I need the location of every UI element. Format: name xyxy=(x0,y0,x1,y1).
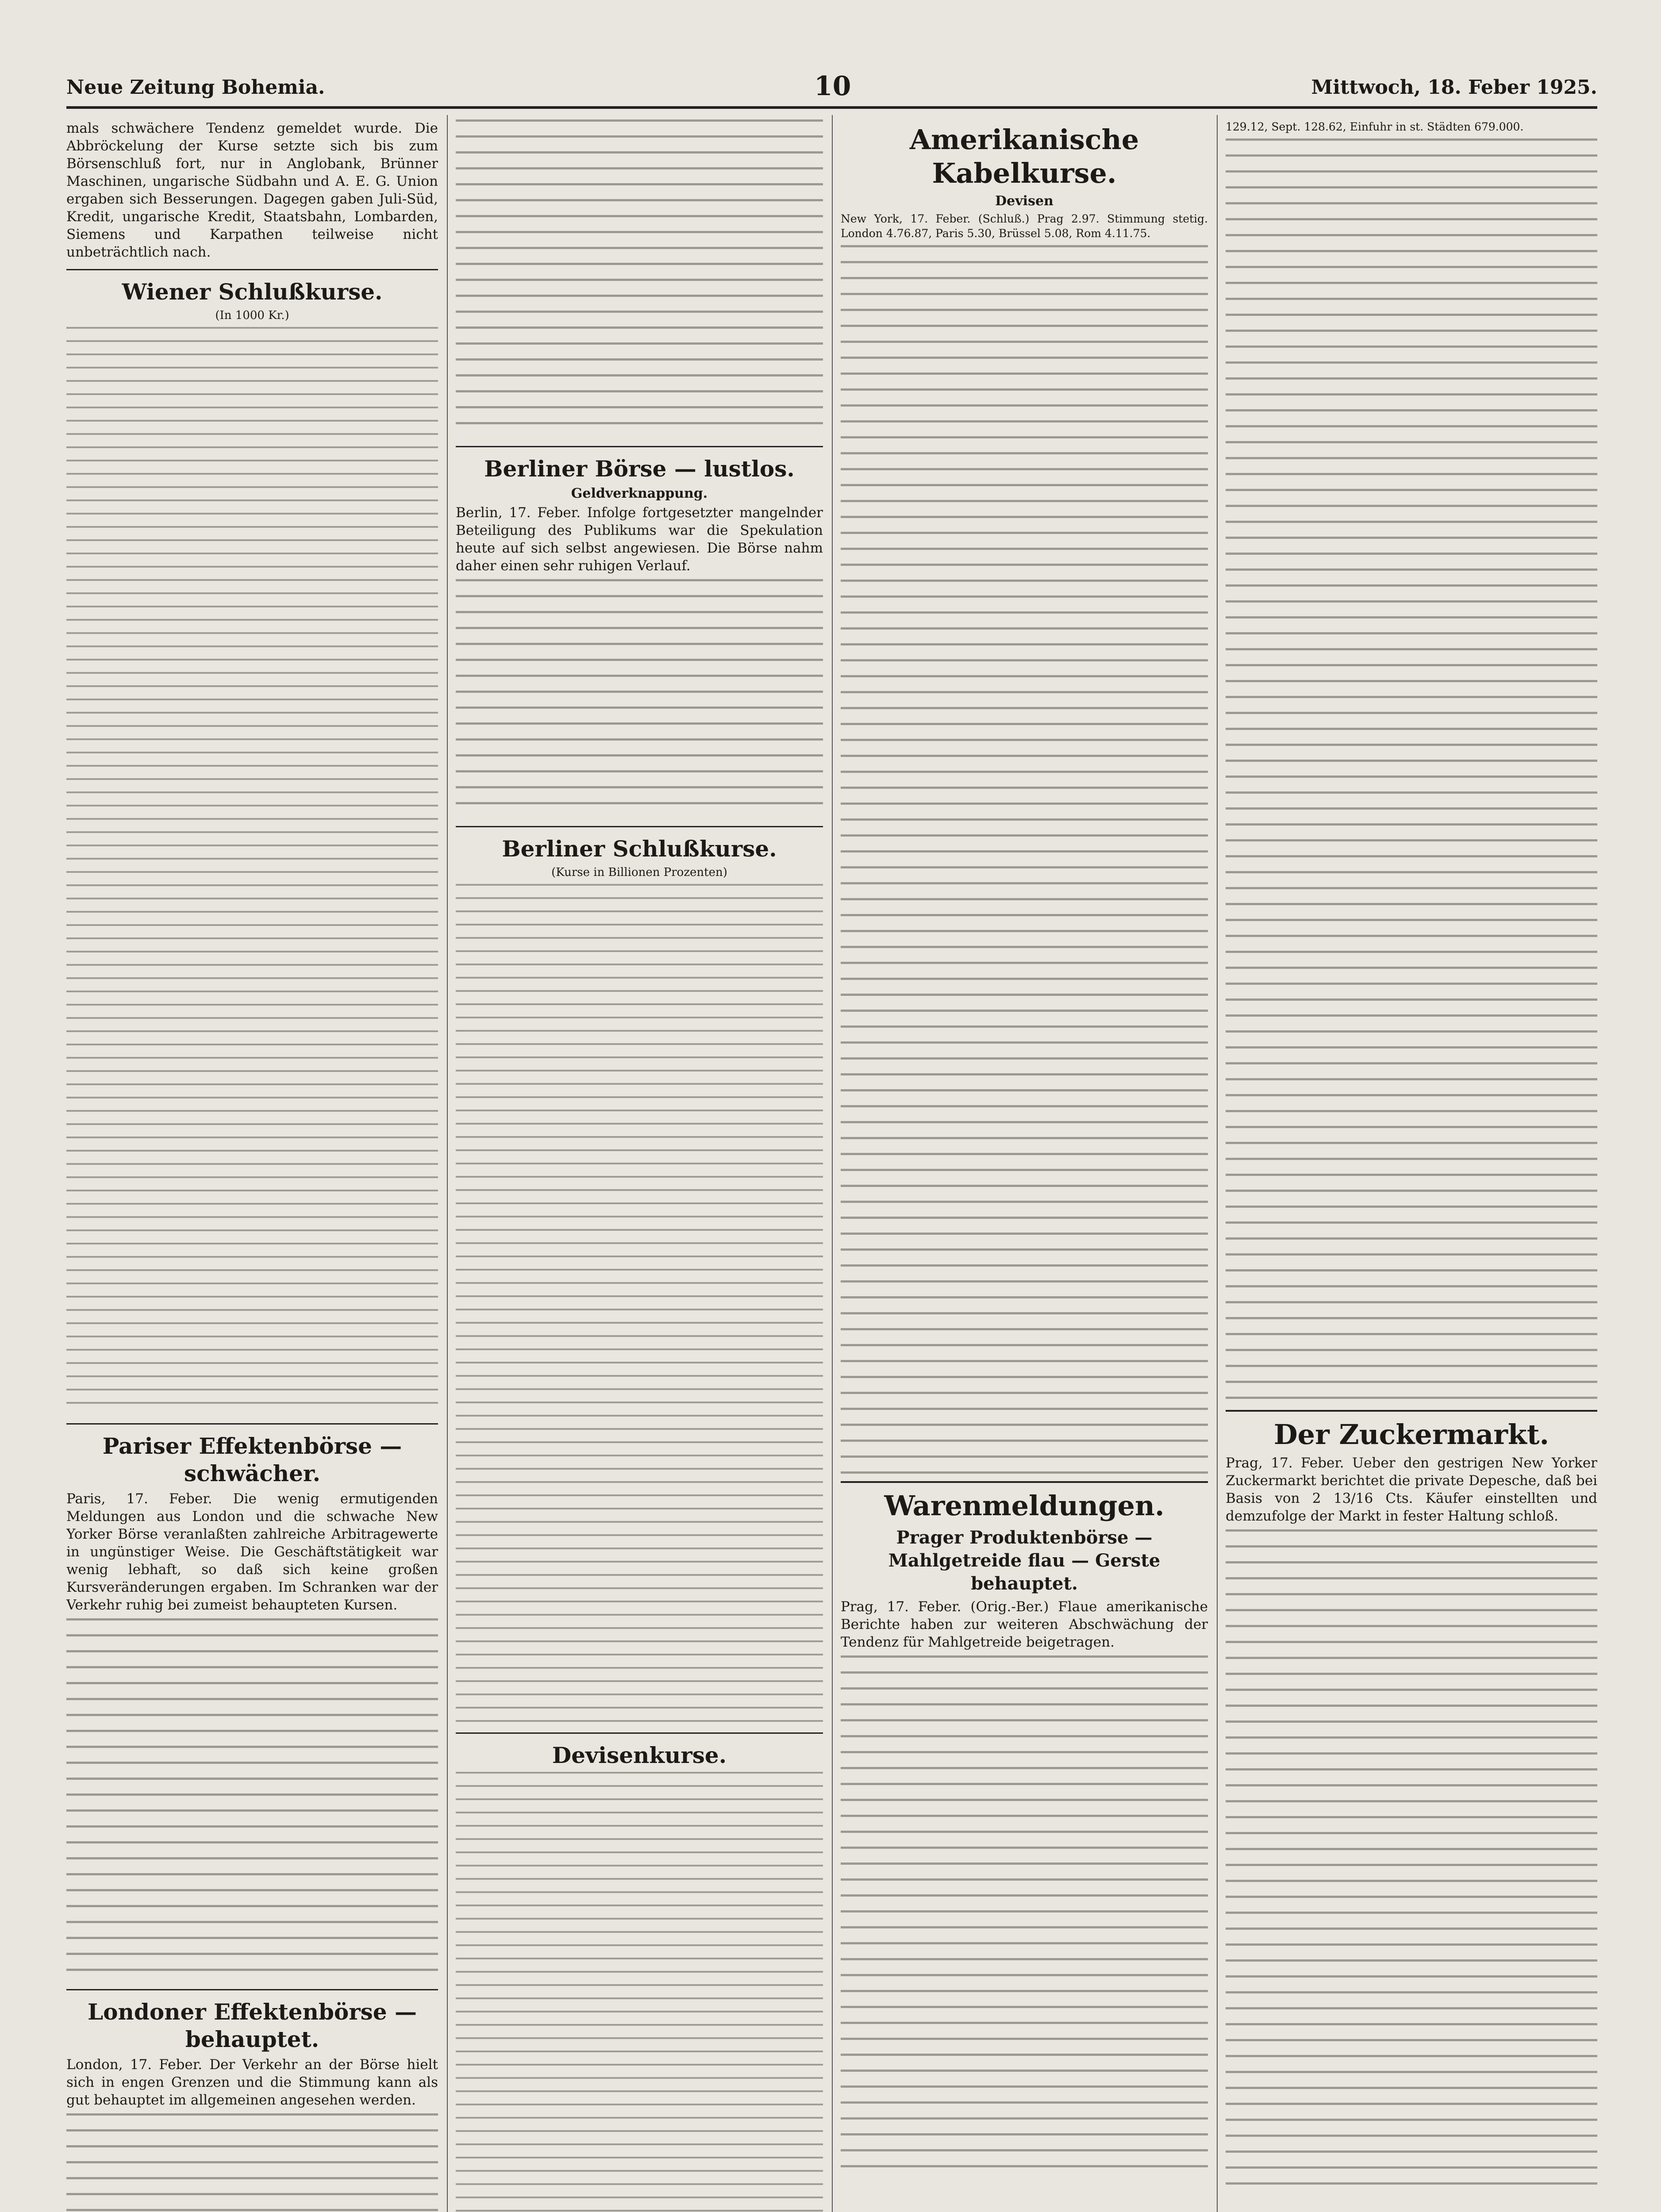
article-london-body xyxy=(66,2113,438,2212)
article-prager-lead: Prag, 17. Feber. (Orig.-Ber.) Flaue amerikanische Berichte haben zur weiteren Abschwächung der Tendenz für Mahlgetreide beigetragen. xyxy=(841,1599,1208,1650)
section-subheading: Devisen xyxy=(995,193,1054,209)
section-heading-amerikanische-kabelkurse: Amerikanische Kabelkurse. xyxy=(909,123,1139,189)
column-4 xyxy=(1226,119,1597,2212)
section-heading-pariser-effektenboerse: Pariser Effektenbörse — schwächer. xyxy=(102,1433,402,1486)
newspaper-page xyxy=(66,66,1597,2212)
column-3 xyxy=(841,119,1208,2212)
article-berlin-body xyxy=(456,579,823,818)
section-heading-berliner-boerse: Berliner Börse — lustlos. xyxy=(484,456,795,482)
masthead-title: Neue Zeitung Bohemia. xyxy=(66,76,325,99)
section-heading-prager-produktenboerse: Prager Produktenbörse — Mahlgetreide flau — Gerste behauptet. xyxy=(888,1527,1161,1594)
article-continuation-body xyxy=(456,119,823,438)
section-subheading: Geldverknappung. xyxy=(571,486,708,501)
unit-note: (Kurse in Billionen Prozenten) xyxy=(551,866,727,879)
issue-date: Mittwoch, 18. Feber 1925. xyxy=(1311,76,1597,99)
market-reports-body xyxy=(1226,138,1597,1404)
section-heading-londoner-effektenboerse: Londoner Effektenbörse — behauptet. xyxy=(88,1999,417,2052)
article-kabel-body xyxy=(841,245,1208,1475)
article-continuation: mals schwächere Tendenz gemeldet wurde. Die Abbröckelung der Kurse setzte sich bis zum Börsenschluß fort, nur in Anglobank, Brünner Maschinen, ungarische Südbahn und A. E. G. Union ergaben sich Besserungen. Dagegen gaben Juli-Süd, Kredit, ungarische Kredit, Staatsbahn, Lombarden, Siemens und Karpathen teilweise nicht unbeträchtlich nach. xyxy=(66,120,438,260)
article-paris-body xyxy=(66,1618,438,1981)
column-2 xyxy=(456,119,823,2212)
article-zucker-lead: Prag, 17. Feber. Ueber den gestrigen New Yorker Zuckermarkt berichtet die private Depesche, daß bei Basis von 2 13/16 Cts. Käufer einstellten und demzufolge der Markt in fester Haltung schloß. xyxy=(1226,1455,1597,1524)
section-rule xyxy=(66,269,438,270)
column-divider xyxy=(832,115,833,2212)
article-london-lead: London, 17. Feber. Der Verkehr an der Börse hielt sich in engen Grenzen und die Stimmung kann als gut behauptet im allgemeinen angesehen werden. xyxy=(66,2057,438,2108)
section-rule xyxy=(66,1989,438,1990)
section-rule xyxy=(456,826,823,827)
unit-note: (In 1000 Kr.) xyxy=(215,309,289,322)
article-continuation: 129.12, Sept. 128.62, Einfuhr in st. Städten 679.000. xyxy=(1226,120,1524,133)
section-heading-berliner-schlusskurse: Berliner Schlußkurse. xyxy=(502,836,777,862)
section-rule xyxy=(456,1732,823,1734)
article-zucker-body xyxy=(1226,1529,1597,2193)
stock-table-wien xyxy=(66,327,438,1415)
column-divider xyxy=(447,115,448,2212)
column-1 xyxy=(66,119,438,2212)
section-heading-warenmeldungen: Warenmeldungen. xyxy=(884,1490,1165,1522)
article-kabel-lead: New York, 17. Feber. (Schluß.) Prag 2.97. Stimmung stetig. London 4.76.87, Paris 5.30, Brüssel 5.08, Rom 4.11.75. xyxy=(841,212,1208,240)
section-rule xyxy=(841,1481,1208,1483)
page-number: 10 xyxy=(814,71,851,102)
section-heading-devisenkurse: Devisenkurse. xyxy=(552,1742,727,1768)
devisen-listing xyxy=(456,1772,823,2212)
article-prager-body xyxy=(841,1655,1208,2177)
article-berlin-lead: Berlin, 17. Feber. Infolge fortgesetzter mangelnder Beteiligung des Publikums war die Spekulation heute auf sich selbst angewiesen. Die Börse nahm daher einen sehr ruhigen Verlauf. xyxy=(456,505,823,574)
section-rule xyxy=(456,446,823,447)
page-header xyxy=(66,66,1597,109)
article-paris-lead: Paris, 17. Feber. Die wenig ermutigenden Meldungen aus London und die schwache New Yorker Börse veranlaßten zahlreiche Arbitragewerte in ungünstiger Weise. Die Geschäftstätigkeit war wenig lebhaft, so daß sich keine großen Kursveränderungen ergaben. Im Schranken war der Verkehr ruhig bei zumeist behaupteten Kursen. xyxy=(66,1491,438,1613)
section-heading-zuckermarkt: Der Zuckermarkt. xyxy=(1273,1418,1549,1451)
column-divider xyxy=(1217,115,1218,2212)
section-rule xyxy=(66,1423,438,1425)
section-rule xyxy=(1226,1410,1597,1412)
stock-table-berlin xyxy=(456,884,823,1724)
section-heading-wiener-schlusskurse: Wiener Schlußkurse. xyxy=(122,279,383,305)
